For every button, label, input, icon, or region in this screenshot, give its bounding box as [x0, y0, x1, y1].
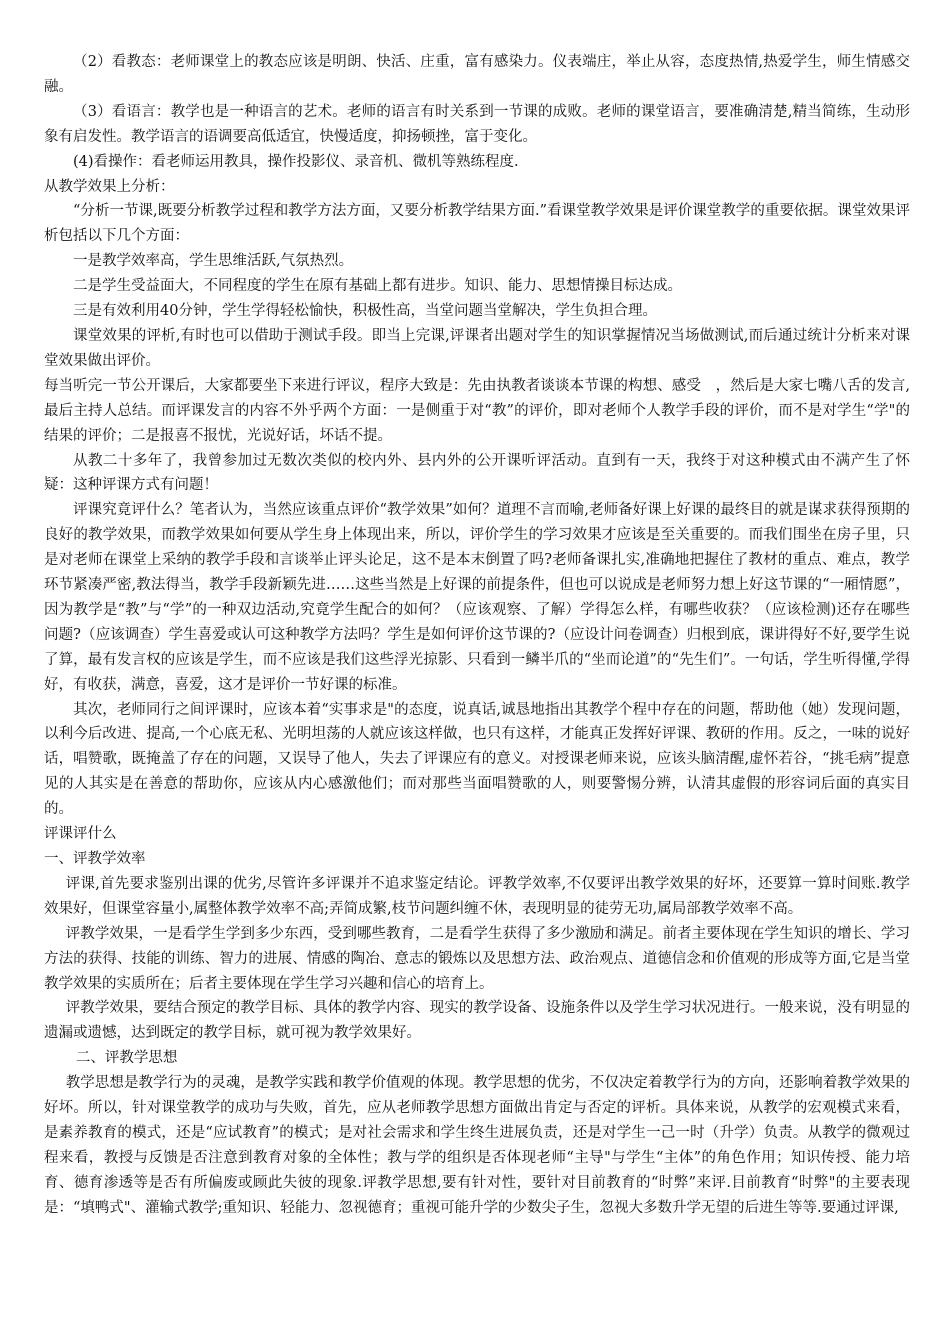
- paragraph-peer-review: 其次，老师同行之间评课时，应该本着“实事求是"的态度，说真话,诚恳地指出其教学个程中存在的问题，帮助他（她）发现问题，以利今后改进、提高,一个心底无私、光明坦荡的人就应该这样做，也只有这样，才能真正发挥好评课、教研的作用。反之，一味的说好话，唱赞歌，既掩盖了存在的问题，又误导了他人，失去了评课应有的意义。对授课老师来说，应该头脑清醒,虚怀若谷，“挑毛病”提意见的人其实是在善意的帮助你，应该从内心感激他们；而对那些当面唱赞歌的人，则要警惕分辨，认清其虚假的形容词后面的真实目的。: [44, 701, 910, 818]
- paragraph-teaching-thought: 教学思想是教学行为的灵魂，是教学实践和教学价值观的体现。教学思想的优劣，不仅决定着教学行为的方向，还影响着教学效果的好坏。所以，针对课堂教学的成功与失败，首先，应从老师教学思想方面做出肯定与否定的评析。具体来说，从教学的宏观模式来看，是素养教育的模式，还是“应试教育”的模式；是对社会需求和学生终生进展负责，还是对学生一己一时（升学）负责。从教学的微观过程来看，教授与反馈是否注意到教育对象的全体性；教与学的组织是否体现老师“主导"与学生“主体”的角色作用；知识传授、能力培育、德育渗透等是否有所偏废或顾此失彼的现象.评教学思想,要有针对性，要针对目前教育的“时弊”来评.目前教育“时弊"的主要表现是：“填鸭式"、灌输式教学;重知识、轻能力、忽视德育；重视可能升学的少数尖子生，忽视大多数升学无望的后进生等等.要通过评课,: [44, 1075, 910, 1216]
- subheading-teaching-thought: 二、评教学思想: [75, 1050, 178, 1067]
- section-heading-effect-analysis: 从教学效果上分析：: [44, 178, 175, 195]
- paragraph-what-to-evaluate: 评课究竟评什么？笔者认为，当然应该重点评价“教学效果”如何？道理不言而喻,老师备好课上好课的最终目的就是谋求获得预期的良好的教学效果，而教学效果如何要从学生身上体现出来，所以，评价学生的学习效果才应该是至关重要的。而我们围坐在房子里，只是对老师在课堂上采纳的教学手段和言谈举止评头论足，这不是本末倒置了吗?老师备课扎实,准确地把握住了教材的重点、难点，教学环节紧凑严密,教法得当，教学手段新颖先进……这些当然是上好课的前提条件，但也可以说成是老师努力想上好这节课的“一厢情愿”，因为教学是“教”与“学”的一种双边活动,究竟学生配合的如何？（应该观察、了解）学得怎么样，有哪些收获？（应该检测)还存在哪些问题?（应该调查）学生喜爱或认可这种教学方法吗？学生是如何评价这节课的?（应设计问卷调查）归根到底，课讲得好不好,要学生说了算，最有发言权的应该是学生，而不应该是我们这些浮光掠影、只看到一鳞半爪的“坐而论道”的“先生们”。一句话，学生听得懂,学得好，有收获，满意，喜爱，这才是评价一节好课的标准。: [44, 502, 910, 693]
- paragraph-doubt: 从教二十多年了，我曾参加过无数次类似的校内外、县内外的公开课听评活动。直到有一天，我终于对这种模式由不满产生了怀疑：这种评课方式有问题！: [44, 452, 910, 494]
- paragraph-open-class-review: 每当听完一节公开课后，大家都要坐下来进行评议，程序大致是：先由执教者谈谈本节课的构想、感受 ，然后是大家七嘴八舌的发言,最后主持人总结。而评课发言的内容不外乎两个方面：一是侧重于对“教”的评价，即对老师个人教学手段的评价，而不是对学生“学"的结果的评价；二是报喜不报忧，光说好话，坏话不提。: [44, 377, 910, 444]
- paragraph-effect-basis: “分析一节课,既要分析教学过程和教学方法方面，又要分析教学结果方面.”看课堂教学效果是评价课堂教学的重要依据。课堂效果评析包括以下几个方面：: [44, 203, 910, 245]
- list-item-effect-2: 二是学生受益面大，不同程度的学生在原有基础上都有进步。知识、能力、思想情操目标达成。: [73, 278, 682, 295]
- paragraph-effect-evaluation: 评教学效果，一是看学生学到多少东西，受到哪些教育，二是看学生获得了多少激励和满足。前者主要体现在学生知识的增长、学习方法的获得、技能的训练、智力的进展、情感的陶冶、意志的锻炼以及思想方法、政治观点、道德信念和价值观的形成等方面,它是当堂教学效果的实质所在；后者主要体现在学生学习兴趣和信心的培育上。: [44, 925, 910, 992]
- subheading-teaching-efficiency: 一、评教学效率: [44, 851, 146, 867]
- section-heading-evaluate-what: 评课评什么: [44, 826, 117, 843]
- paragraph-effect-goals: 评教学效果，要结合预定的教学目标、具体的教学内容、现实的教学设备、设施条件以及学生学习状况进行。一般来说，没有明显的遗漏或遗憾，达到既定的教学目标，就可视为教学效果好。: [44, 1000, 910, 1042]
- paragraph-efficiency: 评课,首先要求鉴别出课的优劣,尽管许多评课并不追求鉴定结论。评教学效率,不仅要评出教学效果的好坏，还要算一算时间账.教学效果好，但课堂容量小,属整体教学效率不高;弄简成繁,枝节问题纠缠不休，表现明显的徒劳无功,属局部教学效率不高。: [44, 875, 910, 917]
- paragraph-teaching-operation: (4)看操作：看老师运用教具，操作投影仪、录音机、微机等熟练程度.: [73, 153, 519, 170]
- paragraph-teaching-demeanor: （2）看教态：老师课堂上的教态应该是明朗、快活、庄重，富有感染力。仪表端庄，举止从容，态度热情,热爱学生，师生情感交融。: [44, 54, 910, 95]
- list-item-effect-3: 三是有效利用40分钟，学生学得轻松愉快，积极性高，当堂问题当堂解决，学生负担合理。: [73, 303, 657, 320]
- paragraph-effect-testing: 课堂效果的评析,有时也可以借助于测试手段。即当上完课,评课者出题对学生的知识掌握情况当场做测试,而后通过统计分析来对课堂效果做出评价。: [44, 327, 910, 369]
- document-page: [44, 50, 910, 1221]
- list-item-effect-1: 一是教学效率高，学生思维活跃,气氛热烈。: [73, 253, 354, 270]
- paragraph-teaching-language: （3）看语言：教学也是一种语言的艺术。老师的语言有时关系到一节课的成败。老师的课堂语言，要准确清楚,精当简练，生动形象有启发性。教学语言的语调要高低适宜，快慢适度，抑扬顿挫，富于变化。: [44, 103, 910, 145]
